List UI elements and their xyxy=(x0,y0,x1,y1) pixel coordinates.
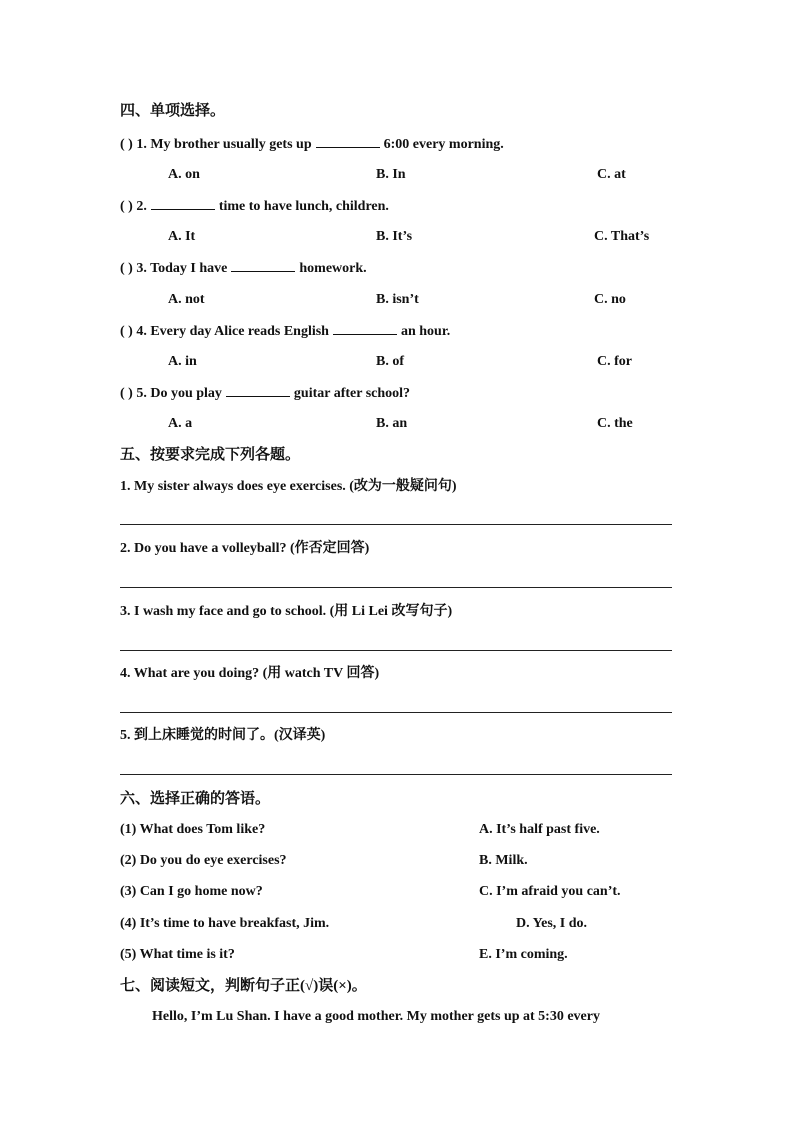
question-stem-pre: 5. Do you play xyxy=(136,386,222,401)
question-stem-pre: 1. My brother usually gets up xyxy=(136,137,312,152)
question-stem-post: guitar after school? xyxy=(293,386,411,401)
task-item-4: 4. What are you doing? (用 watch TV 回答) xyxy=(120,666,380,681)
question-stem-post: 6:00 every morning. xyxy=(383,137,504,152)
option-c: C. for xyxy=(597,354,632,369)
answer-line xyxy=(120,650,672,651)
question-4-3 xyxy=(120,259,367,278)
section-4-title: 四、单项选择。 xyxy=(120,103,226,119)
match-answer-e: E. I’m coming. xyxy=(479,947,568,962)
match-answer-c: C. I’m afraid you can’t. xyxy=(479,884,621,899)
match-question-1: (1) What does Tom like? xyxy=(120,822,266,837)
reading-passage: Hello, I’m Lu Shan. I have a good mother. My mother gets up at 5:30 every xyxy=(152,1009,600,1024)
question-stem-post: an hour. xyxy=(400,324,451,339)
option-b: B. of xyxy=(376,354,404,369)
task-item-5: 5. 到上床睡觉的时间了。(汉译英) xyxy=(120,728,326,743)
question-stem-pre: 2. xyxy=(136,199,147,214)
option-b: B. isn’t xyxy=(376,292,419,307)
answer-paren: ( ) xyxy=(120,324,133,339)
option-b: B. an xyxy=(376,416,408,431)
option-c: C. That’s xyxy=(594,229,650,244)
option-a: A. not xyxy=(168,292,205,307)
task-item-3: 3. I wash my face and go to school. (用 Li Lei 改写句子) xyxy=(120,604,453,619)
answer-line xyxy=(120,587,672,588)
question-4-2 xyxy=(120,197,389,216)
answer-paren: ( ) xyxy=(120,137,133,152)
answer-line xyxy=(120,712,672,713)
option-c: C. the xyxy=(597,416,633,431)
section-6-title: 六、选择正确的答语。 xyxy=(120,791,271,807)
match-question-5: (5) What time is it? xyxy=(120,947,235,962)
section-5-title: 五、按要求完成下列各题。 xyxy=(120,447,301,463)
fill-blank xyxy=(316,135,380,148)
fill-blank xyxy=(231,259,295,272)
answer-line xyxy=(120,524,672,525)
section-7-title: 七、阅读短文，判断句子正(√)误(×)。 xyxy=(120,978,367,994)
match-answer-d: D. Yes, I do. xyxy=(516,916,588,931)
task-item-1: 1. My sister always does eye exercises. (改为一般疑问句) xyxy=(120,479,457,494)
option-c: C. at xyxy=(597,167,626,182)
question-4-1 xyxy=(120,135,504,154)
option-a: A. a xyxy=(168,416,193,431)
match-question-2: (2) Do you do eye exercises? xyxy=(120,853,287,868)
question-stem-pre: 3. Today I have xyxy=(136,261,228,276)
match-answer-b: B. Milk. xyxy=(479,853,528,868)
question-4-5 xyxy=(120,384,410,403)
fill-blank xyxy=(333,322,397,335)
option-a: A. in xyxy=(168,354,197,369)
option-a: A. It xyxy=(168,229,196,244)
fill-blank xyxy=(151,197,215,210)
match-answer-a: A. It’s half past five. xyxy=(479,822,600,837)
answer-paren: ( ) xyxy=(120,199,133,214)
answer-paren: ( ) xyxy=(120,386,133,401)
fill-blank xyxy=(226,384,290,397)
question-4-4 xyxy=(120,322,450,341)
option-a: A. on xyxy=(168,167,200,182)
match-question-4: (4) It’s time to have breakfast, Jim. xyxy=(120,916,330,931)
task-item-2: 2. Do you have a volleyball? (作否定回答) xyxy=(120,541,370,556)
question-stem-pre: 4. Every day Alice reads English xyxy=(136,324,329,339)
option-b: B. It’s xyxy=(376,229,413,244)
option-c: C. no xyxy=(594,292,626,307)
question-stem-post: homework. xyxy=(299,261,367,276)
question-stem-post: time to have lunch, children. xyxy=(218,199,389,214)
option-b: B. In xyxy=(376,167,406,182)
match-question-3: (3) Can I go home now? xyxy=(120,884,263,899)
answer-line xyxy=(120,774,672,775)
answer-paren: ( ) xyxy=(120,261,133,276)
